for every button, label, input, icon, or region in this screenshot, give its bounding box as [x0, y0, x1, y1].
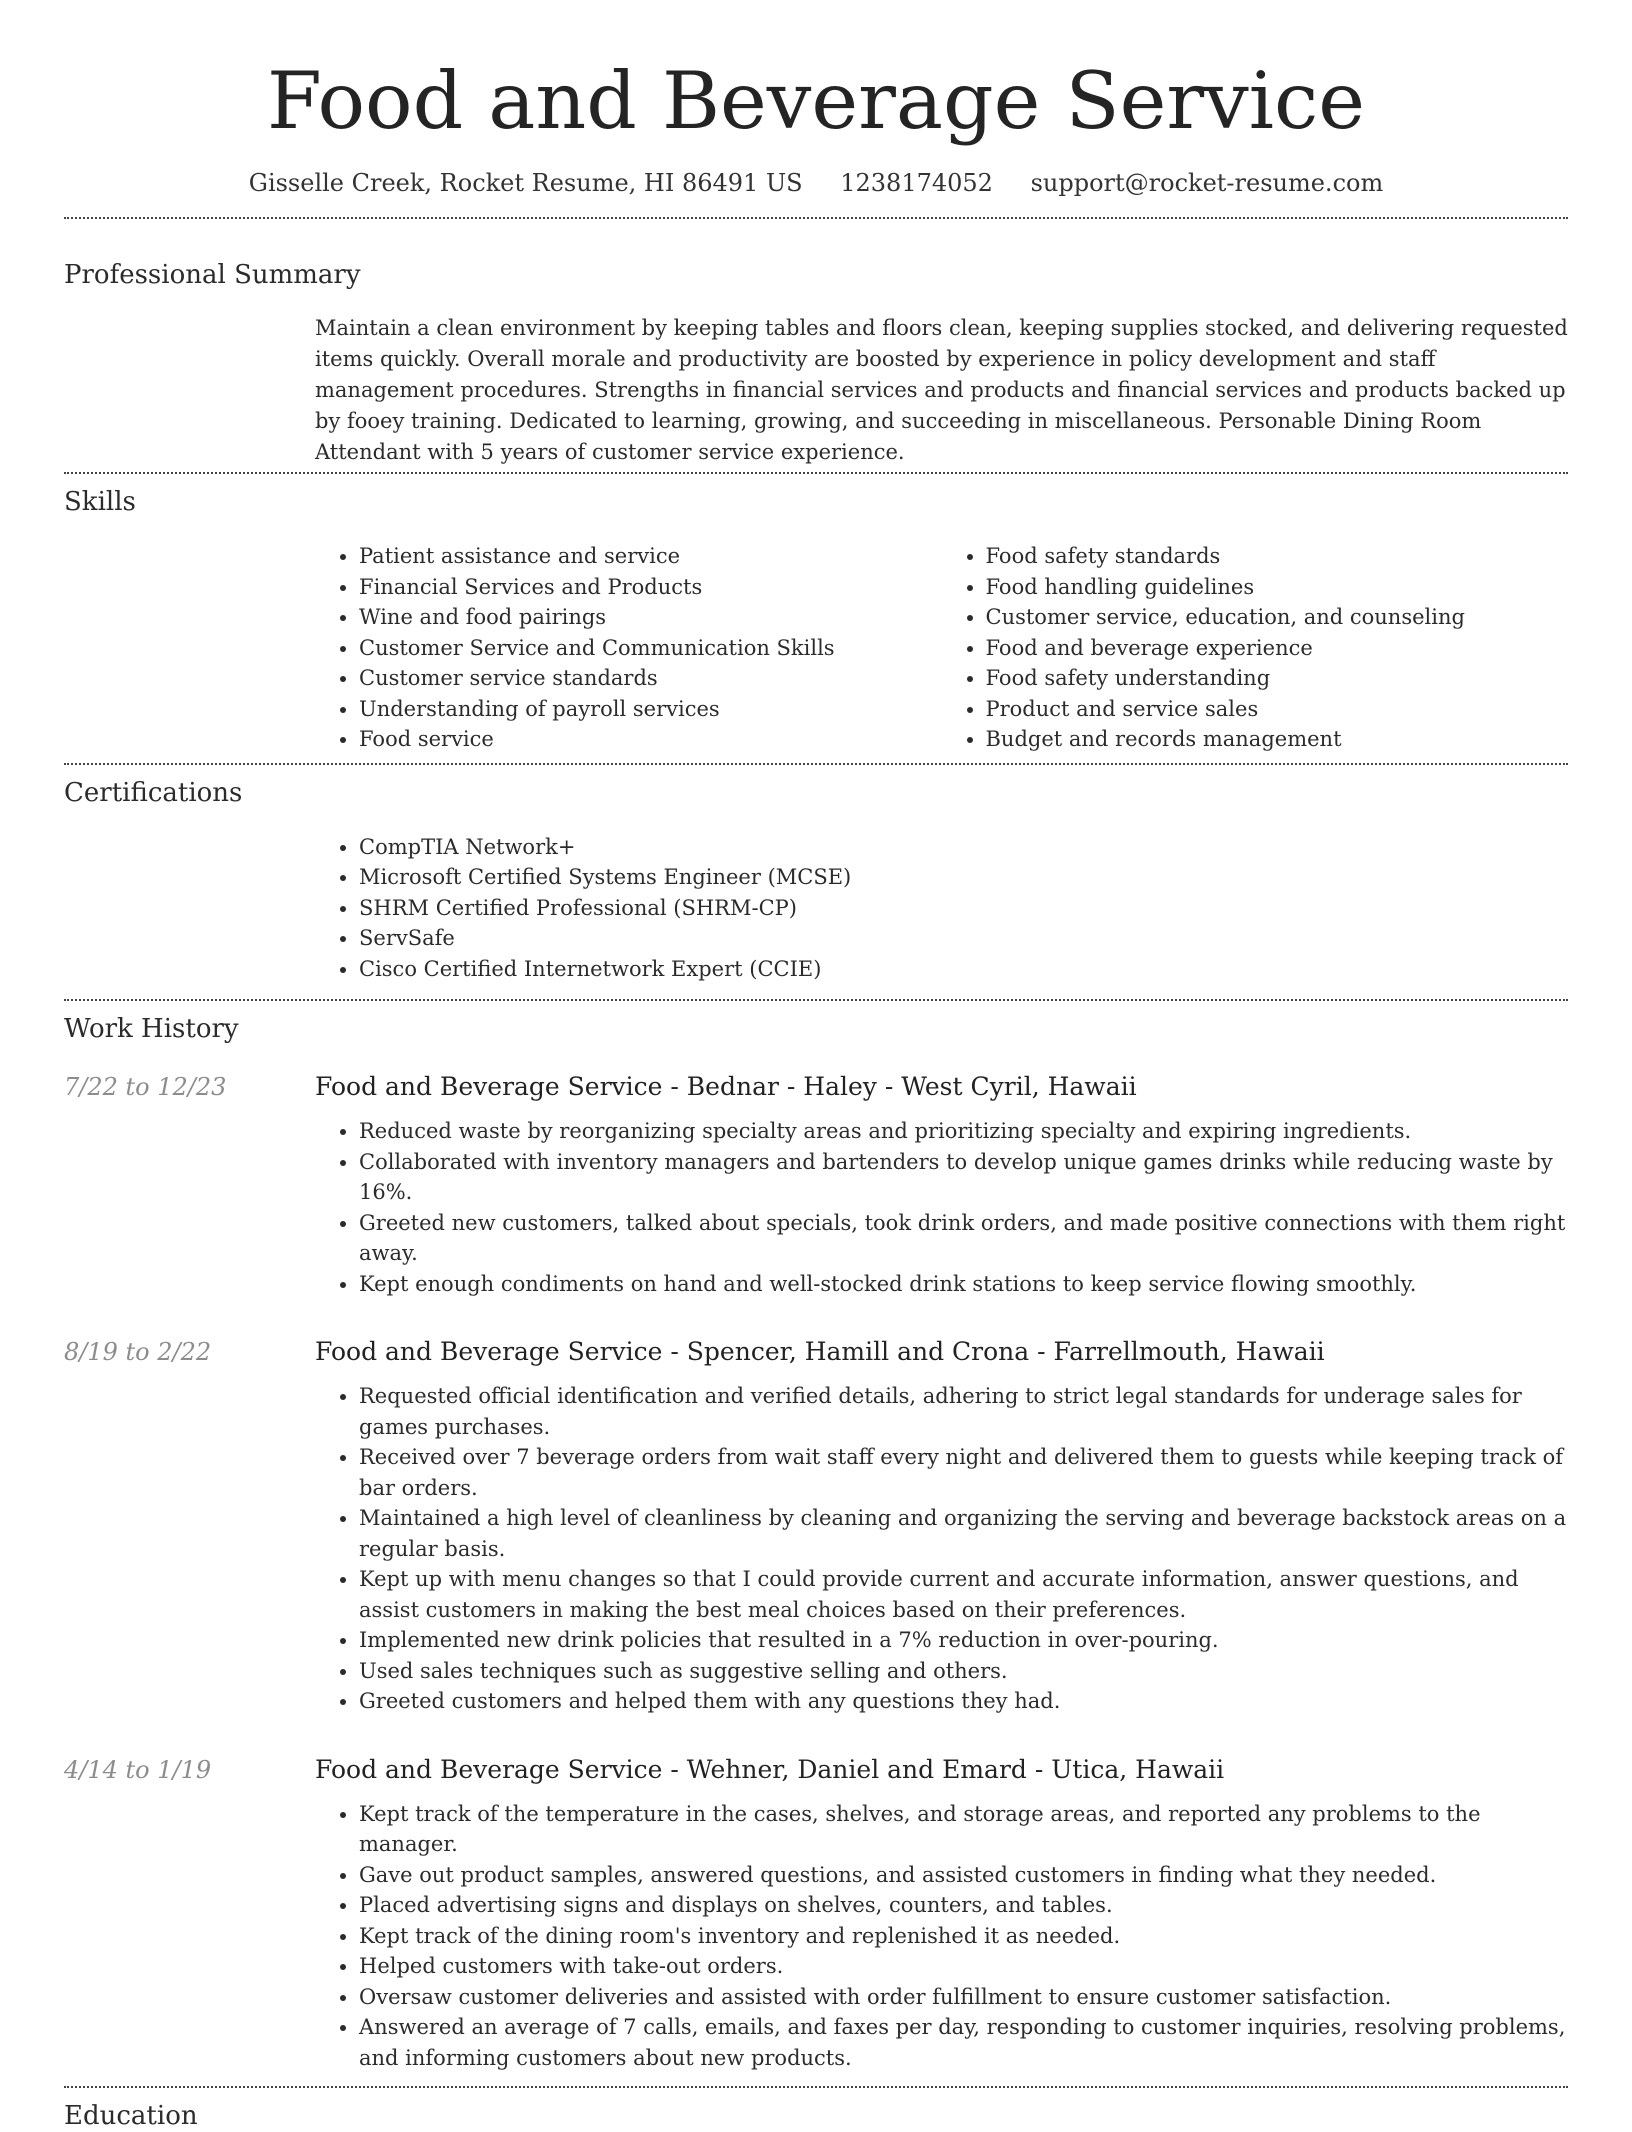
job-dates: 8/19 to 2/22 [64, 1338, 212, 1366]
section-title-certifications: Certifications [64, 777, 243, 808]
resume-name: Food and Beverage Service [267, 55, 1365, 147]
job-dates: 4/14 to 1/19 [64, 1755, 212, 1784]
job-dates: 7/22 to 12/23 [64, 1073, 227, 1101]
skill-item: • Food safety standards [986, 541, 1569, 572]
skill-item: • Food safety understanding [986, 663, 1569, 694]
summary-text: Maintain a clean environment by keeping tables and floors clean, keeping supplies stocked, and delivering requested items quickly. Overall morale and productivity are boosted by experience in policy development and staff management procedures. Strengths in financial services and products and financial services and products backed up by fooey training. Dedicated to learning, growing, and succeeding in miscellaneous. Personable Dining Room Attendant with 5 years of customer service experience. [315, 316, 1568, 464]
divider [64, 472, 1568, 474]
skill-item: • Wine and food pairings [359, 602, 942, 633]
skill-item: • Financial Services and Products [359, 572, 942, 603]
job-title: Food and Beverage Service - Wehner, Daniel and Emard - Utica, Hawaii [315, 1754, 1225, 1784]
job-bullet: • Greeted new customers, talked about specials, took drink orders, and made positive connections with them right away. [359, 1208, 1568, 1269]
job-title: Food and Beverage Service - Spencer, Hamill and Crona - Farrellmouth, Hawaii [315, 1337, 1325, 1366]
resume-page [64, 0, 1568, 2132]
skill-item: • Food service [359, 724, 942, 755]
divider [64, 999, 1568, 1001]
skill-item: • Product and service sales [986, 694, 1569, 725]
contact-phone: 1238174052 [840, 169, 993, 197]
certifications-list [315, 832, 1568, 985]
summary-block [315, 313, 1568, 468]
skill-item: • Food handling guidelines [986, 572, 1569, 603]
section-title-work-history: Work History [64, 1014, 239, 1044]
skill-item: • Customer service standards [359, 663, 942, 694]
job-bullet: • Collaborated with inventory managers and bartenders to develop unique games drinks while reducing waste by 16%. [359, 1147, 1568, 1208]
job-bullet: • Gave out product samples, answered questions, and assisted customers in finding what they needed. [359, 1860, 1568, 1891]
job-bullet: • Greeted customers and helped them with any questions they had. [359, 1686, 1568, 1717]
job-bullet: • Received over 7 beverage orders from wait staff every night and delivered them to guests while keeping track of bar orders. [359, 1442, 1568, 1503]
job-entry [64, 1336, 1568, 1717]
job-bullets [315, 1116, 1568, 1299]
job-bullet: • Maintained a high level of cleanliness by cleaning and organizing the serving and beverage backstock areas on a regular basis. [359, 1503, 1568, 1564]
section-title-summary: Professional Summary [64, 260, 361, 290]
job-bullet: • Kept enough condiments on hand and well-stocked drink stations to keep service flowing smoothly. [359, 1269, 1568, 1300]
skill-item: • Budget and records management [986, 724, 1569, 755]
certification-item: • SHRM Certified Professional (SHRM-CP) [359, 893, 1568, 924]
skills-block [315, 541, 1568, 755]
job-bullet: • Placed advertising signs and displays on shelves, counters, and tables. [359, 1890, 1568, 1921]
job-bullet: • Kept track of the dining room's inventory and replenished it as needed. [359, 1921, 1568, 1952]
job-bullet: • Reduced waste by reorganizing specialty areas and prioritizing specialty and expiring ingredients. [359, 1116, 1568, 1147]
skill-item: • Understanding of payroll services [359, 694, 942, 725]
divider [64, 2086, 1568, 2088]
job-bullet-list [315, 1116, 1568, 1299]
contact-address: Gisselle Creek, Rocket Resume, HI 86491 US [248, 169, 803, 197]
contact-email: support@rocket-resume.com [1030, 169, 1384, 197]
divider [64, 217, 1568, 219]
divider [64, 763, 1568, 765]
job-bullets [315, 1799, 1568, 2074]
certification-item: • Microsoft Certified Systems Engineer (MCSE) [359, 862, 1568, 893]
job-title: Food and Beverage Service - Bednar - Haley - West Cyril, Hawaii [315, 1072, 1137, 1101]
skill-item: • Patient assistance and service [359, 541, 942, 572]
section-title-education: Education [64, 2101, 198, 2131]
job-bullets [315, 1381, 1568, 1717]
job-bullet: • Implemented new drink policies that resulted in a 7% reduction in over-pouring. [359, 1625, 1568, 1656]
job-bullet-list [315, 1381, 1568, 1717]
certification-item: • ServSafe [359, 923, 1568, 954]
skills-list-right [942, 541, 1569, 755]
job-bullet-list [315, 1799, 1568, 2074]
job-entry [64, 1071, 1568, 1299]
job-bullet: • Used sales techniques such as suggestive selling and others. [359, 1656, 1568, 1687]
job-bullet: • Oversaw customer deliveries and assisted with order fulfillment to ensure customer satisfaction. [359, 1982, 1568, 2013]
section-title-skills: Skills [64, 487, 136, 517]
job-entry [64, 1754, 1568, 2074]
contact-line [64, 168, 1568, 198]
job-bullet: • Kept track of the temperature in the cases, shelves, and storage areas, and reported any problems to the manager. [359, 1799, 1568, 1860]
certifications-block [315, 832, 1568, 985]
skill-item: • Customer service, education, and counseling [986, 602, 1569, 633]
skills-list-left [315, 541, 942, 755]
certification-item: • CompTIA Network+ [359, 832, 1568, 863]
job-bullet: • Kept up with menu changes so that I could provide current and accurate information, answer questions, and assist customers in making the best meal choices based on their preferences. [359, 1564, 1568, 1625]
job-bullet: • Helped customers with take-out orders. [359, 1951, 1568, 1982]
skill-item: • Customer Service and Communication Skills [359, 633, 942, 664]
skill-item: • Food and beverage experience [986, 633, 1569, 664]
job-bullet: • Requested official identification and verified details, adhering to strict legal standards for underage sales for games purchases. [359, 1381, 1568, 1442]
certification-item: • Cisco Certified Internetwork Expert (CCIE) [359, 954, 1568, 985]
job-bullet: • Answered an average of 7 calls, emails, and faxes per day, responding to customer inquiries, resolving problems, and informing customers about new products. [359, 2012, 1568, 2073]
